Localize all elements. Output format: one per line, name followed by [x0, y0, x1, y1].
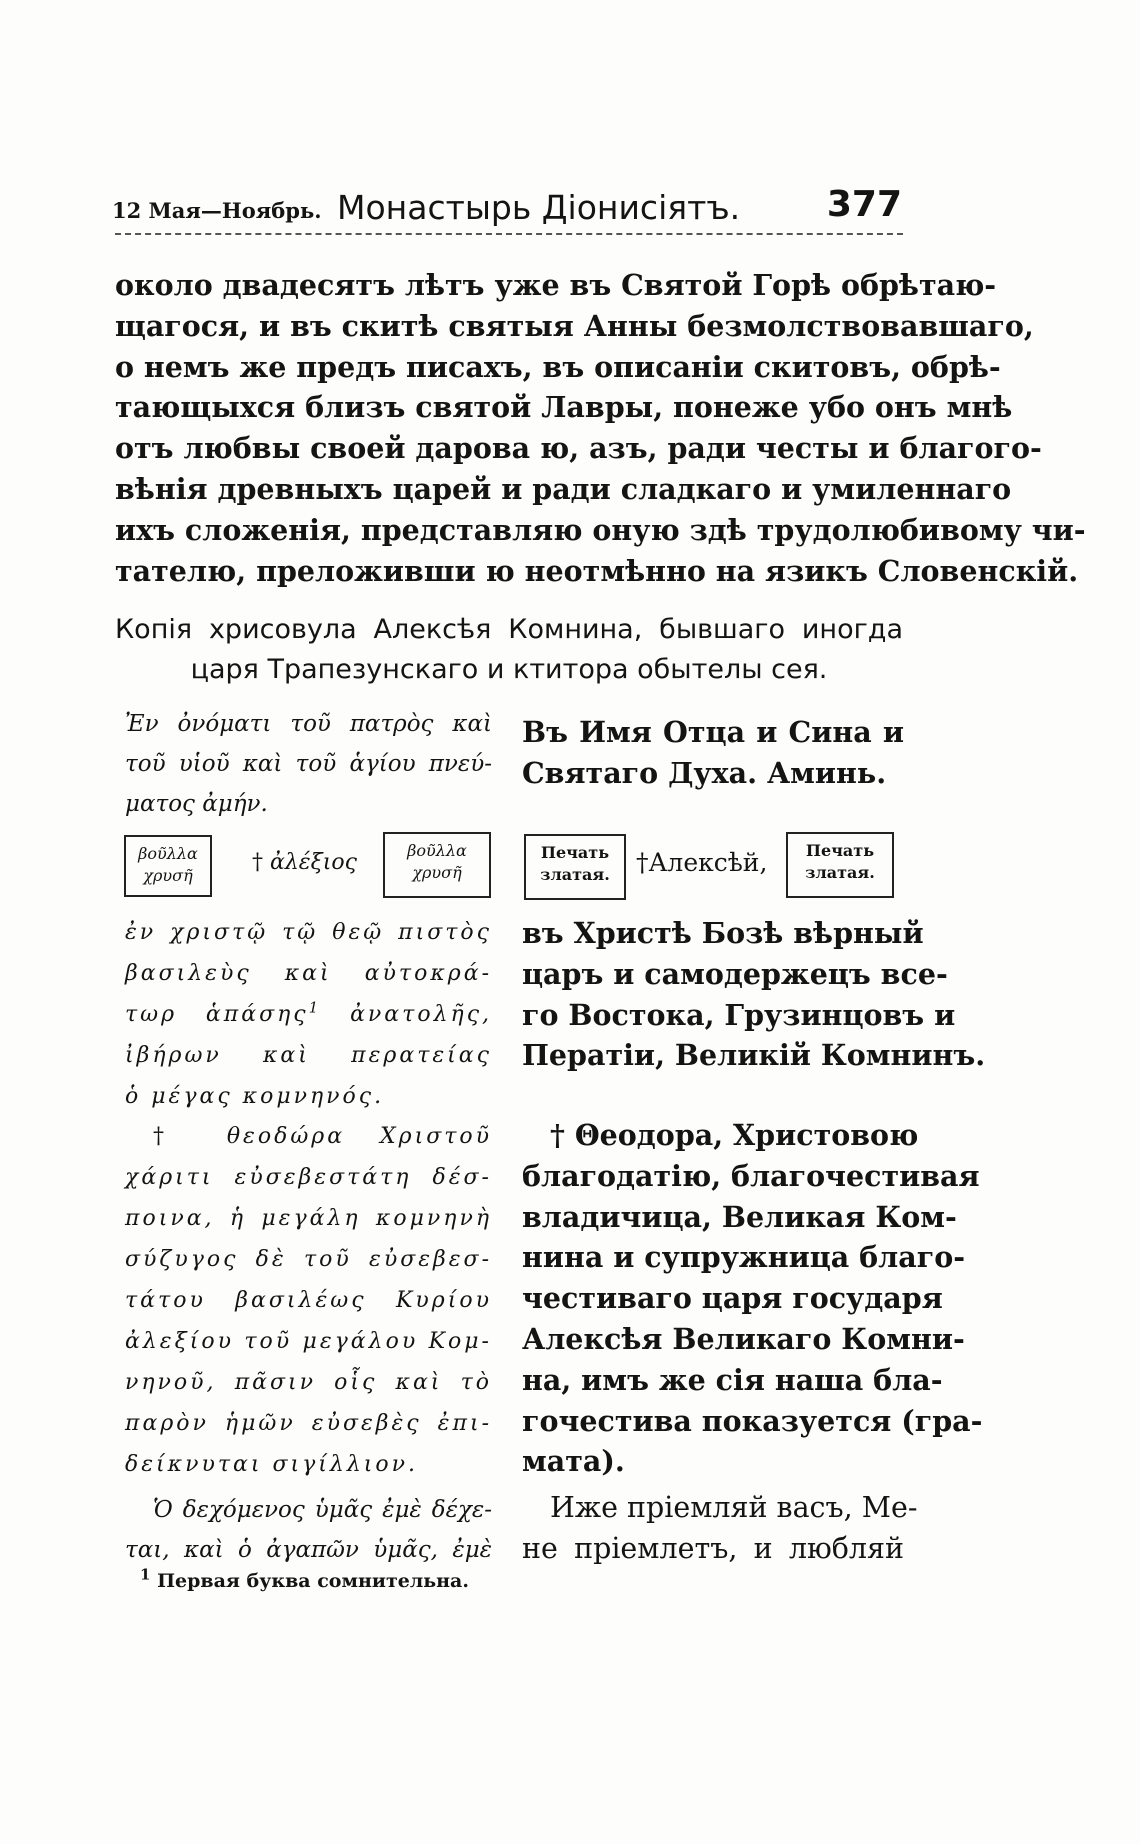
text-fragment: θεοδώρα Χριστοῦ — [226, 1124, 493, 1149]
text-line: Ἐν ὀνόματι τοῦ πατρὸς καὶ — [125, 711, 492, 737]
text-line: δείκνυται σιγίλλιον. — [125, 1452, 419, 1477]
text-line: около двадесятъ лѣтъ уже въ Святой Горѣ обрѣтаю- — [115, 268, 997, 302]
text-fragment: ἀνατολῆς, — [350, 1002, 493, 1027]
russian-verse — [522, 1488, 918, 1570]
text-line: ἰβήρων καὶ περατείας — [125, 1043, 492, 1068]
text-line: τοῦ υἱοῦ καὶ τοῦ ἁγίου πνεύ- — [125, 751, 492, 777]
text-line: Ператіи, Великій Комнинъ. — [522, 1038, 986, 1073]
text-line: въ Христѣ Бозѣ вѣрный — [522, 916, 924, 950]
caption-line: царя Трапезунскаго и ктитора обытелы сея. — [190, 654, 828, 685]
text-line: βασιλεὺς καὶ αὐτοκρά- — [125, 961, 492, 986]
text-line — [125, 1116, 492, 1157]
text-line: гочестива показуется (гра- — [522, 1403, 983, 1438]
text-line — [125, 994, 492, 1035]
cross-icon: † — [550, 1118, 565, 1152]
text-line: царъ и самодержецъ все- — [522, 956, 948, 991]
greek-title — [125, 912, 492, 1117]
text-line: Въ Имя Отца и Сина и — [522, 715, 904, 749]
section-caption — [115, 610, 903, 690]
greek-invocation — [125, 704, 492, 824]
page-title: Монастырь Діонисіятъ. — [337, 188, 741, 227]
text-line: ματος ἀμήν. — [125, 791, 268, 817]
text-line: благодатію, благочестивая — [522, 1158, 980, 1193]
cross-icon: † — [636, 848, 649, 877]
footnote-mark: 1 — [140, 1565, 151, 1584]
text-line: мата). — [522, 1444, 625, 1479]
greek-signature — [252, 850, 357, 875]
text-line: παρὸν ἡμῶν εὐσεβὲς ἐπι- — [125, 1411, 492, 1436]
text-line: Алексѣя Великаго Комни- — [522, 1321, 965, 1356]
text-line: χάριτι εὐσεβεστάτη δέσ- — [125, 1165, 492, 1190]
text-line: σύζυγος δὲ τοῦ εὐσεβεσ- — [125, 1247, 492, 1272]
greek-empress — [125, 1116, 492, 1485]
intro-paragraph — [115, 265, 1086, 591]
running-header — [112, 184, 902, 228]
seal-box-left-ru: Печать златая. — [524, 834, 626, 900]
text-line: щагося, и въ скитѣ святыя Анны безмолствовавшаго, — [115, 308, 1034, 343]
text-line: тающыхся близъ святой Лавры, понеже убо онъ мнѣ — [115, 390, 1013, 425]
text-line: владичица, Великая Ком- — [522, 1199, 957, 1234]
russian-invocation — [522, 712, 904, 794]
russian-signature — [636, 848, 767, 877]
russian-empress — [522, 1115, 983, 1482]
text-line: го Востока, Грузинцовъ и — [522, 997, 956, 1032]
seal-box-left: βοῦλλα χρυσῆ — [124, 835, 212, 897]
caption-line: Копія хрисовула Алексѣя Комнина, бывшаго иногда — [115, 614, 903, 645]
text-line: ἀλεξίου τοῦ μεγάλου Κομ- — [125, 1329, 492, 1354]
text-line: отъ любвы своей дарова ю, азъ, ради честы и благого- — [115, 431, 1042, 466]
date-range: 12 Мая—Ноябрь. — [112, 198, 322, 223]
text-line: вѣнія древныхъ царей и ради сладкаго и умиленнаго — [115, 471, 1012, 506]
text-line — [522, 1115, 919, 1156]
cross-icon: † — [153, 1124, 192, 1149]
text-line: ποινα, ἡ μεγάλη κομνηνὴ — [125, 1206, 492, 1231]
text-line: нина и супружница благо- — [522, 1240, 966, 1275]
text-line: ὁ μέγας κομνηνός. — [125, 1084, 385, 1109]
footnote-ref: 1 — [308, 998, 322, 1017]
text-line: ἐν χριστῷ τῷ θεῷ πιστὸς — [125, 920, 492, 945]
text-line: не пріемлетъ, и любляй — [522, 1531, 904, 1565]
text-line: τάτου βασιλέως Κυρίου — [125, 1288, 492, 1313]
page-number: 377 — [826, 184, 902, 225]
signer-name: Алексѣй, — [648, 848, 768, 877]
text-line: честиваго царя государя — [522, 1281, 943, 1316]
greek-verse — [125, 1490, 492, 1570]
text-line: Ὁ δεχόμενος ὑμᾶς ἐμὲ δέχε- — [153, 1497, 492, 1523]
seal-box-right-ru: Печать златая. — [786, 832, 894, 898]
text-line: νηνοῦ, πᾶσιν οἷς καὶ τὸ — [125, 1370, 492, 1395]
text-fragment: Θеодора, Христовою — [574, 1118, 919, 1152]
text-line: Святаго Духа. Аминь. — [522, 755, 887, 790]
footnote — [140, 1565, 469, 1592]
text-line: тателю, преложивши ю неотмѣнно на язикъ Словенскій. — [115, 553, 1079, 588]
seal-box-right: βοῦλλα χρυσῆ — [383, 832, 491, 898]
footnote-text: Первая буква сомнительна. — [157, 1570, 469, 1592]
header-rule — [115, 233, 903, 235]
text-line: о немъ же предъ писахъ, въ описаніи скитовъ, обрѣ- — [115, 349, 1001, 384]
text-line: на, имъ же сія наша бла- — [522, 1362, 943, 1397]
cross-icon: † — [252, 850, 263, 875]
russian-title — [522, 913, 986, 1076]
text-line: Иже пріемляй васъ, Ме- — [550, 1491, 918, 1524]
signer-name: ἀλέξιος — [270, 850, 357, 875]
text-line: ται, καὶ ὁ ἀγαπῶν ὑμᾶς, ἐμὲ — [125, 1537, 492, 1563]
text-fragment: τωρ ἁπάσης — [125, 1002, 309, 1027]
text-line: ихъ сложенія, представляю оную здѣ трудолюбивому чи- — [115, 512, 1086, 547]
